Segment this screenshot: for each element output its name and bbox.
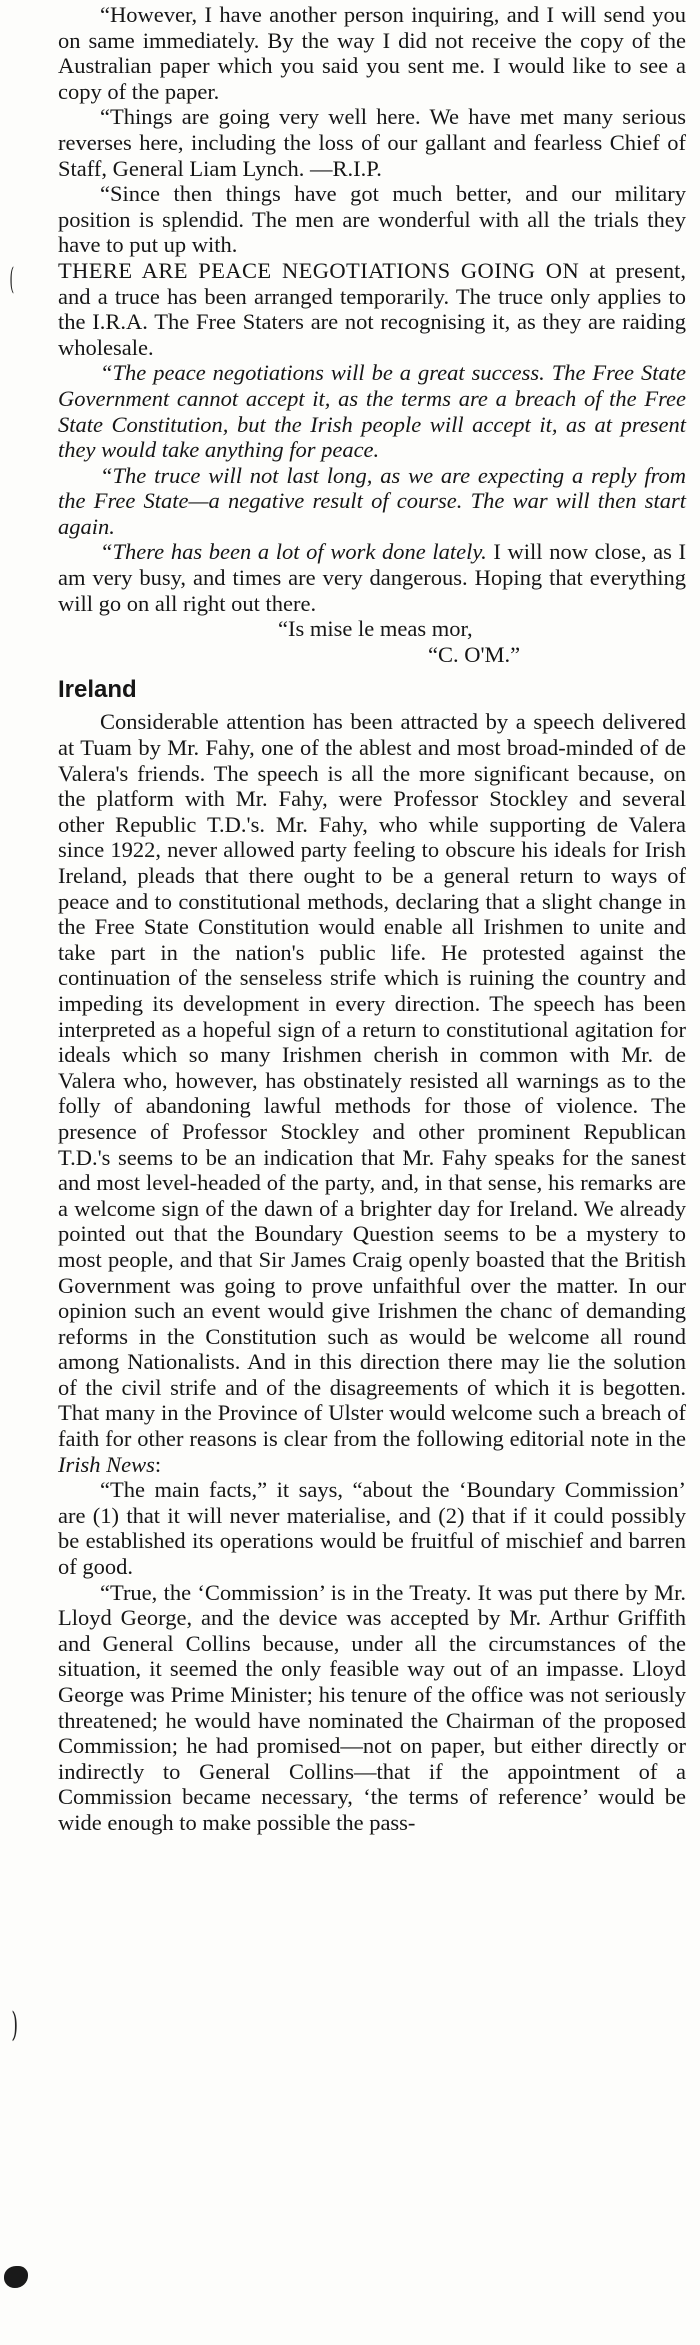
article-body-text: Considerable attention has been attracted by a speech delivered at Tuam by Mr. Fahy, one of the ablest and most broad-minded of de Valera's friends. The speech is all the more significant because, on the platform with Mr. Fahy, were Professor Stockley and several other Republic T.D.'s. Mr. Fahy, who while supporting de Valera since 1922, never allowed party feeling to obscure his ideals for Irish Ireland, pleads that there ought to be a general return to ways of peace and to constitutional methods, declaring that a slight change in the Free State Constitution would enable all Irishmen to unite and take part in the nation's public life. He protested against the continuation of the senseless strife which is ruining the country and impeding its development in every direction. The speech has been interpreted as a hopeful sign of a return to constitutional agitation for ideals which so many Irishmen cherish in common with Mr. de Valera who, however, has obstinately resisted all warnings as to the folly of abandoning lawful methods for those of violence. The presence of Professor Stockley and other prominent Republican T.D.'s seems to be an indication that Mr. Fahy speaks for the sanest and most level-headed of the party, and, in that sense, his remarks are a welcome sign of the dawn of a brighter day for Ireland. We already pointed out that the Boundary Question seems to be a mystery to most people, and that Sir James Craig openly boasted that the British Government was going to prove unfaithful over the matter. In our opinion such an event would give Irishmen the chanc of demanding reforms in the Constitution such as would be welcome all round among Nationalists. And in this direction there may lie the solution of the civil strife and of the disagreements of which it is begotten. That many in the Province of Ulster would welcome such a breach of faith for other reasons is clear from the following editorial note in the	[58, 709, 686, 1452]
section-heading: Ireland	[58, 676, 137, 704]
article-punctuation: :	[154, 1451, 162, 1477]
letter-headline-paragraph	[58, 258, 686, 360]
ink-blot	[4, 2266, 28, 2288]
letter-paragraph: “However, I have another person inquiring, and I will send you on same immediately. By the way I did not receive the copy of the Australian paper which you said you sent me. I would like to see a copy of the paper.	[58, 2, 686, 104]
letter-signature: “C. O'M.”	[428, 641, 521, 667]
letter-paragraph: “The truce will not last long, as we are expecting a reply from the Free State—a negative result of course. The war will then start again.	[58, 462, 686, 539]
letter-paragraph	[58, 539, 686, 616]
letter-paragraph: “Things are going very well here. We have met many serious reverses here, including the loss of our gallant and fearless Chief of Staff, General Liam Lynch. —R.I.P.	[58, 104, 686, 181]
margin-bracket-mark: (	[9, 262, 15, 297]
article-quote-paragraph: “True, the ‘Commission’ is in the Treaty. It was put there by Mr. Lloyd George, and the device was accepted by Mr. Arthur Griffith and General Collins because, under all the circumstances of the situation, it seemed the only feasible way out of an impasse. Lloyd George was Prime Minister; his tenure of the office was not seriously threatened; he would have nominated the Chairman of the proposed Commission; he had promised—not on paper, but either directly or indirectly to General Collins—that if the appointment of a Commission became necessary, ‘the terms of reference’ would be wide enough to make possible the pass-	[58, 1579, 686, 1835]
article-paragraph	[58, 709, 686, 1477]
newspaper-source-title: Irish News	[58, 1451, 155, 1477]
letter-headline: THERE ARE PEACE NEGOTIATIONS GOING ON	[58, 257, 580, 283]
letter-paragraph: “The peace negotiations will be a great success. The Free State Government cannot accept it, as the terms are a breach of the Free State Constitution, but the Irish people will accept it, as at present they would take anything for peace.	[58, 360, 686, 463]
letter-signoff: “Is mise le meas mor,	[278, 616, 473, 642]
text-column	[58, 2, 686, 1836]
article-quote-paragraph: “The main facts,” it says, “about the ‘Boundary Commission’ are (1) that it will never materialise, and (2) that if it could possibly be established its operations would be fruitful of mischief and barren of good.	[58, 1477, 686, 1580]
letter-italic-sentence: “There has been a lot of work done lately.	[100, 539, 487, 565]
letter-headline-continuation: at present, and a truce has been arranged temporarily. The truce only applies to the I.R.A. The Free Staters are not recognising it, as they are raiding wholesale.	[58, 257, 686, 360]
letter-paragraph: “Since then things have got much better, and our military position is splendid. The men are wonderful with all the trials they have to put up with.	[58, 181, 686, 258]
margin-bracket-mark: )	[11, 2005, 18, 2045]
letter-closing-text: I will now close, as I am very busy, and times are very dangerous. Hoping that everything will go on all right out there.	[58, 539, 686, 616]
